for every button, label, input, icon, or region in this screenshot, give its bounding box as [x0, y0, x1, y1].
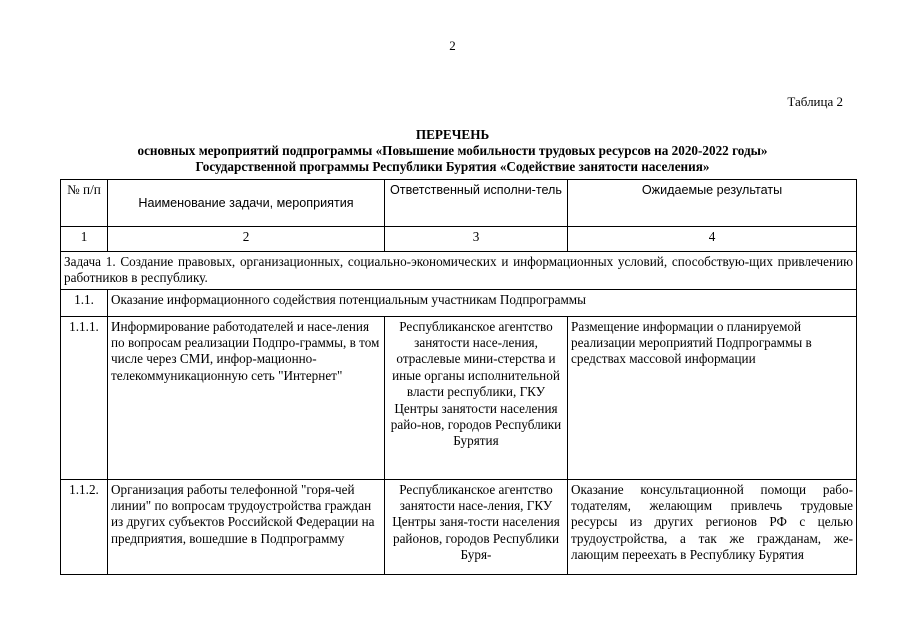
activities-table: [60, 179, 857, 575]
header-num-text: № п/п: [67, 182, 101, 197]
subtask-row: [61, 289, 857, 316]
table-label: Таблица 2: [787, 94, 843, 109]
column-number: 2: [108, 227, 385, 252]
row-num: 1.1.1.: [61, 316, 108, 479]
column-number-row: [61, 227, 857, 252]
row-results: Размещение информации о планируемой реализации мероприятий Подпрограммы в средствах массовой информации: [568, 316, 857, 479]
header-responsible-text: Ответственный исполни-тель: [390, 183, 562, 197]
row-results: Оказание консультационной помощи рабо-тодателям, желающим привлечь трудовые ресурсы из других регионов РФ с целью трудоустройства, а так же гражданам, же-лающим переехать в Республику Бурятия: [568, 479, 857, 574]
title-line-1: ПЕРЕЧЕНЬ: [415, 127, 490, 142]
column-number: 4: [568, 227, 857, 252]
header-num: [61, 180, 108, 227]
column-number: 3: [385, 227, 568, 252]
document-title: [0, 127, 905, 175]
page-number: 2: [449, 38, 456, 53]
table-header-row: [61, 180, 857, 227]
row-name: Информирование работодателей и насе-ления по вопросам реализации Подпро-граммы, в том числе через СМИ, инфор-мационно-телекоммуникационную сеть "Интернет": [108, 316, 385, 479]
subtask-text: Оказание информационного содействия потенциальным участникам Подпрограммы: [108, 289, 857, 316]
title-line-3: Государственной программы Республики Бурятия «Содействие занятости населения»: [195, 158, 710, 174]
title-line-2: основных мероприятий подпрограммы «Повышение мобильности трудовых ресурсов на 2020-2022 годы»: [137, 142, 768, 158]
task-row: [61, 252, 857, 290]
header-name-text: Наименование задачи, мероприятия: [138, 195, 354, 210]
table-row: [61, 316, 857, 479]
column-number: 1: [61, 227, 108, 252]
header-responsible: [385, 180, 568, 227]
header-results: [568, 180, 857, 227]
row-name: Организация работы телефонной "горя-чей линии" по вопросам трудоустройства граждан из других субъектов Российской Федерации на предприятия, вошедшие в Подпрограмму: [108, 479, 385, 574]
row-responsible: Республиканское агентство занятости насе-ления, ГКУ Центры заня-тости населения районов, городов Республики Буря-: [385, 479, 568, 574]
row-responsible: Республиканское агентство занятости насе-ления, отраслевые мини-стерства и иные органы исполнительной власти республики, ГКУ Центры занятости населения райо-нов, городов Республики Бурятия: [385, 316, 568, 479]
header-results-text: Ожидаемые результаты: [641, 183, 783, 197]
row-num: 1.1.2.: [61, 479, 108, 574]
table-row: [61, 479, 857, 574]
task-text: Задача 1. Создание правовых, организационных, социально-экономических и информационных условий, способствую-щих привлечению работников в республику.: [61, 252, 857, 290]
subtask-num: 1.1.: [61, 289, 108, 316]
header-name: [108, 180, 385, 227]
